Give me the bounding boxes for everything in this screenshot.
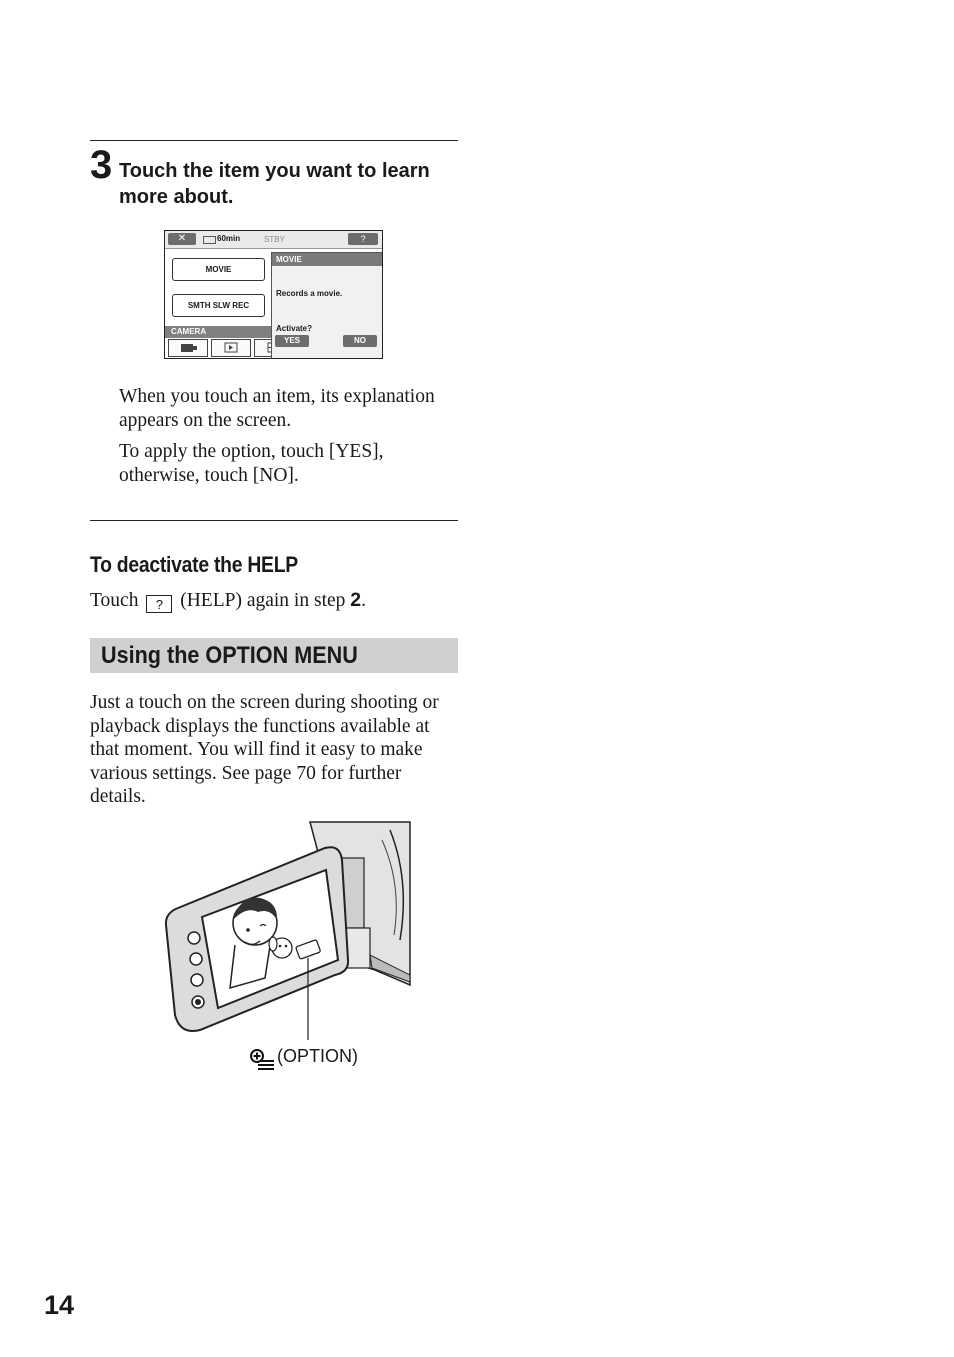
- camcorder-illustration: [160, 820, 420, 1040]
- help-panel-question: Activate?: [276, 324, 313, 333]
- deactivate-text-before: Touch: [90, 590, 139, 611]
- option-icon: [250, 1049, 276, 1071]
- step-number: 3: [90, 143, 113, 187]
- yes-button[interactable]: YES: [275, 335, 309, 347]
- camera-icon: [169, 340, 207, 356]
- section-body: Just a touch on the screen during shooting or playback displays the functions available at that moment. You will find it easy to make various settings. See page 70 for further details.: [90, 692, 439, 807]
- page-number: 14: [44, 1290, 75, 1320]
- status-text: STBY: [264, 235, 285, 244]
- deactivate-heading: To deactivate the HELP: [90, 552, 298, 577]
- lcd-status-bar: [165, 231, 382, 249]
- step-instruction: Touch the item you want to learn more about.: [119, 160, 430, 208]
- deactivate-step-ref: 2: [350, 589, 362, 611]
- help-panel-description: Records a movie.: [276, 289, 343, 298]
- section-header: [90, 638, 458, 673]
- bottom-rule: [90, 520, 458, 521]
- battery-icon: [203, 236, 216, 244]
- deactivate-period: .: [361, 590, 366, 611]
- deactivate-instruction: [90, 589, 460, 613]
- deactivate-text-after: (HELP) again in step: [180, 590, 346, 611]
- tab-camera[interactable]: [168, 339, 208, 357]
- section-title: Using the OPTION MENU: [101, 642, 358, 669]
- battery-time: 60min: [217, 234, 241, 243]
- help-key-icon: ?: [146, 595, 172, 613]
- top-rule: [90, 140, 458, 141]
- lcd-help-screen: [164, 230, 383, 359]
- explanation-paragraph-1: When you touch an item, its explanation appears on the screen.: [119, 386, 435, 431]
- explanation-paragraph-2: To apply the option, touch [YES], otherwise, touch [NO].: [119, 441, 384, 486]
- help-button[interactable]: ?: [348, 233, 378, 245]
- category-label: CAMERA: [165, 326, 271, 338]
- option-label: (OPTION): [277, 1046, 358, 1066]
- menu-item-movie[interactable]: MOVIE: [172, 258, 265, 281]
- tab-playback[interactable]: [211, 339, 251, 357]
- help-panel: [271, 252, 383, 359]
- help-panel-title: MOVIE: [272, 253, 382, 266]
- playback-icon: [212, 340, 250, 356]
- no-button[interactable]: NO: [343, 335, 377, 347]
- menu-item-smth-slw-rec[interactable]: SMTH SLW REC: [172, 294, 265, 317]
- close-button[interactable]: ✕: [168, 233, 196, 245]
